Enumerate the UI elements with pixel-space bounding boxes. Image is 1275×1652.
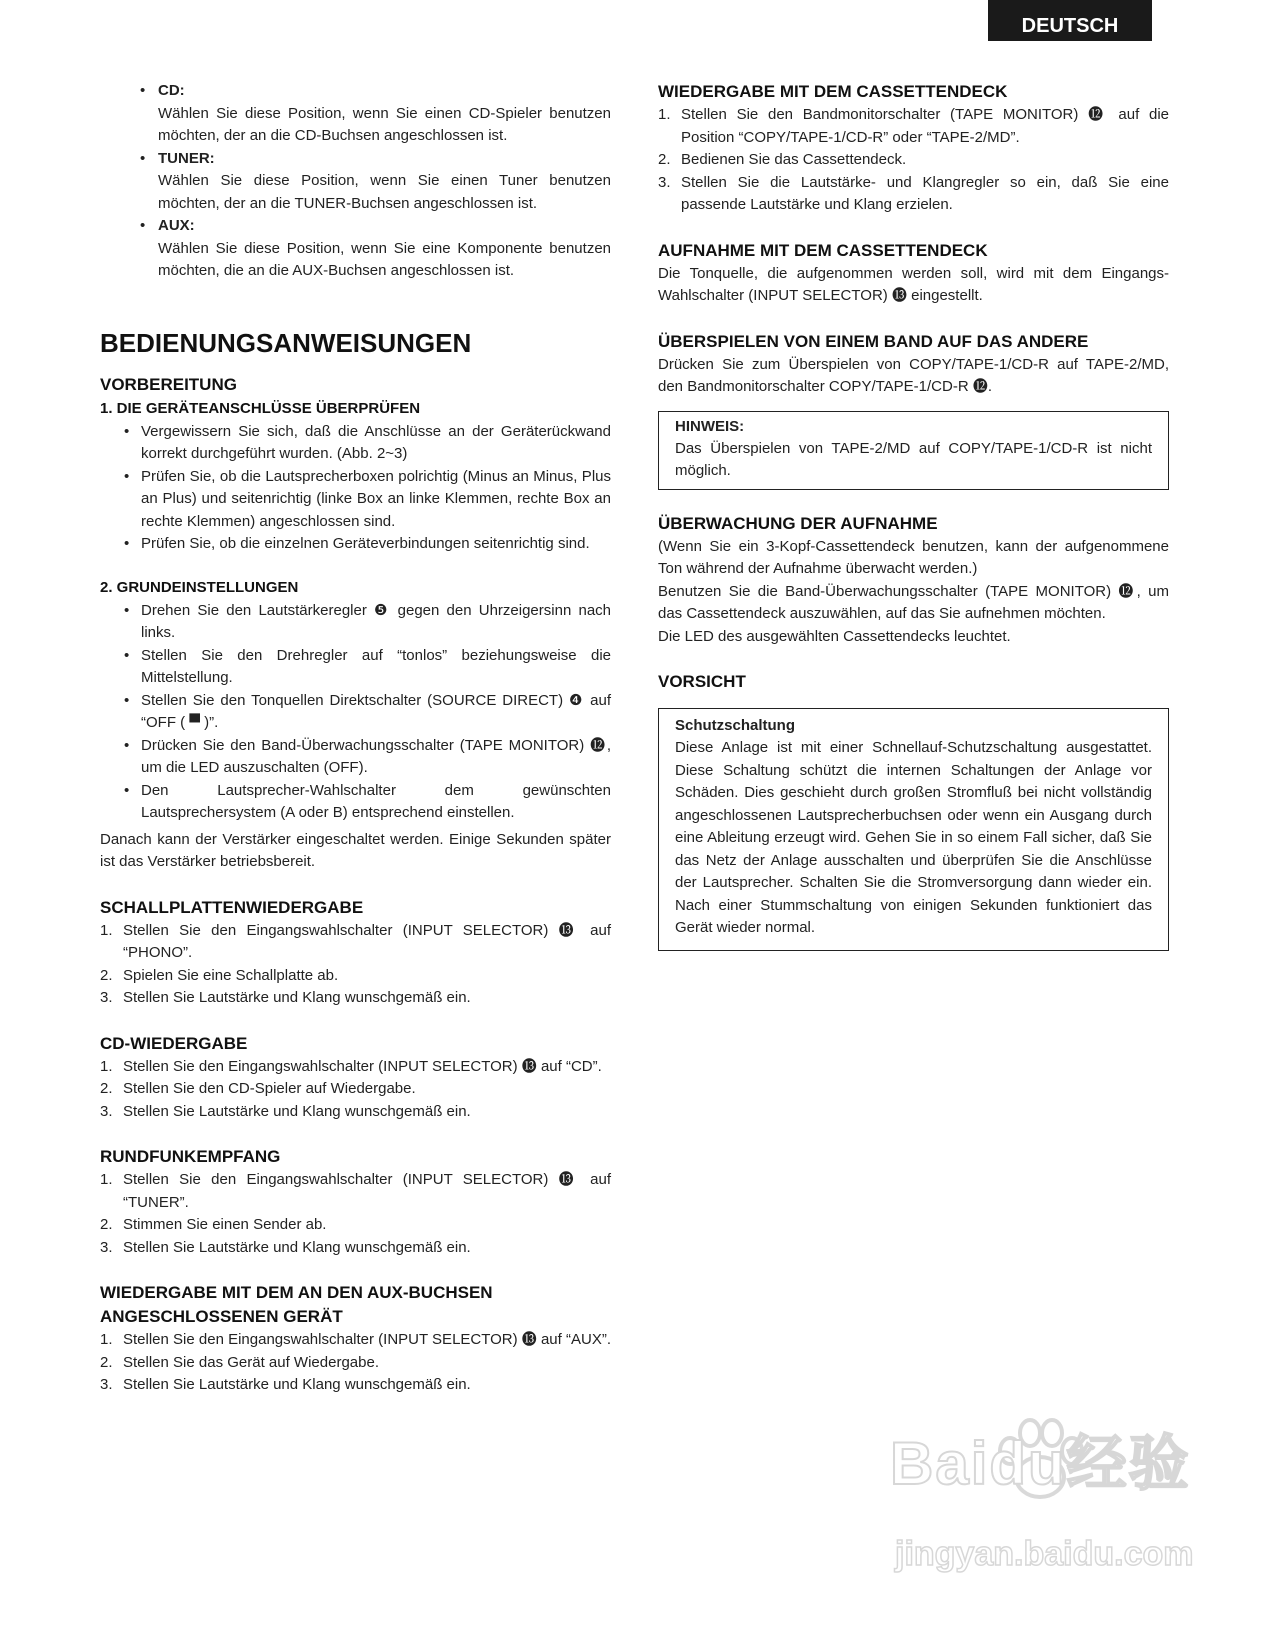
caution-box-text: Diese Anlage ist mit einer Schnellauf-Schutzschaltung ausgestattet. Diese Schaltung schützt die internen Schaltungen der Anlage vor Schäden. Dies geschieht durch großen Stromfluß bei nicht vollständig angeschlossenen Lautsprecherbuchsen oder wenn ein Ausgang durch eine Ableitung erzeugt wird. Gehen Sie in so einem Fall sicher, daß Sie das Netz der Anlage ausschalten und überprüfen Sie die Anschlüsse der Lautsprecher. Schalten Sie die Stromversorgung dann wieder ein. Nach einer Stummschaltung von einigen Sekunden funktioniert das Gerät wieder normal. bbox=[675, 739, 1152, 936]
section-title-tape-rec: AUFNAHME MIT DEM CASSETTENDECK bbox=[658, 240, 988, 260]
step2-title: 2. GRUNDEINSTELLUNGEN bbox=[100, 578, 299, 596]
list-item: 1. Stellen Sie den Eingangswahlschalter (INPUT SELECTOR) ⓭ auf “AUX”. bbox=[100, 1331, 611, 1348]
list-item: • Drücken Sie den Band-Überwachungsschalter (TAPE MONITOR) ⓬, um die LED auszuschalten (OFF). bbox=[100, 735, 611, 780]
source-label: • AUX: bbox=[158, 217, 195, 234]
dubbing-text: Drücken Sie zum Überspielen von COPY/TAPE-1/CD-R auf TAPE-2/MD, den Bandmonitorschalter COPY/TAPE-1/CD-R ⓬. bbox=[658, 355, 1169, 395]
source-label: • TUNER: bbox=[158, 149, 215, 167]
list-item: 3. Stellen Sie Lautstärke und Klang wunschgemäß ein. bbox=[100, 989, 471, 1006]
section-title-cd: CD-WIEDERGABE bbox=[100, 1033, 248, 1053]
list-item: 1. Stellen Sie den Eingangswahlschalter (INPUT SELECTOR) ⓭ auf “PHONO”. bbox=[100, 921, 611, 961]
section-title-aux: WIEDERGABE MIT DEM AN DEN AUX-BUCHSEN ANGESCHLOSSENEN GERÄT bbox=[100, 1283, 493, 1326]
caution-box bbox=[658, 708, 1169, 951]
right-column bbox=[658, 80, 1169, 951]
cd-steps bbox=[100, 1056, 611, 1124]
note-text: Das Überspielen von TAPE-2/MD auf COPY/TAPE-1/CD-R ist nicht möglich. bbox=[675, 439, 1152, 479]
note-box bbox=[658, 411, 1169, 490]
list-item: 1. Stellen Sie den Bandmonitorschalter (TAPE MONITOR) ⓬ auf die Position “COPY/TAPE-1/CD-R” oder “TAPE-2/MD”. bbox=[658, 106, 1169, 146]
watermark bbox=[890, 1415, 1194, 1615]
watermark-url: jingyan.baidu.com bbox=[895, 1535, 1194, 1573]
tape-rec-text: Die Tonquelle, die aufgenommen werden soll, wird mit dem Eingangs-Wahlschalter (INPUT SELECTOR) ⓭ eingestellt. bbox=[658, 264, 1169, 304]
section-title-radio: RUNDFUNKEMPFANG bbox=[100, 1147, 281, 1166]
phono-steps bbox=[100, 920, 611, 1010]
source-item-cd bbox=[100, 80, 611, 148]
source-desc: Wählen Sie diese Position, wenn Sie einen CD-Spieler benutzen möchten, der an die CD-Buchsen angeschlossen ist. bbox=[158, 104, 611, 144]
list-item: 2. Stellen Sie das Gerät auf Wiedergabe. bbox=[100, 1353, 379, 1371]
section-title-tape-play: WIEDERGABE MIT DEM CASSETTENDECK bbox=[658, 82, 1008, 101]
note-title: HINWEIS: bbox=[675, 417, 745, 435]
section-title-monitor: ÜBERWACHUNG DER AUFNAHME bbox=[658, 513, 938, 533]
source-list bbox=[100, 80, 611, 283]
step1-list bbox=[100, 421, 611, 556]
section-title-dubbing: ÜBERSPIELEN VON EINEM BAND AUF DAS ANDERE bbox=[658, 331, 1089, 351]
source-label: • CD: bbox=[158, 82, 185, 99]
page-title: BEDIENUNGSANWEISUNGEN bbox=[100, 327, 472, 358]
list-item: • Prüfen Sie, ob die einzelnen Geräteverbindungen seitenrichtig sind. bbox=[100, 533, 611, 556]
step1-title: 1. DIE GERÄTEANSCHLÜSSE ÜBERPRÜFEN bbox=[100, 399, 421, 417]
list-item: 1. Stellen Sie den Eingangswahlschalter (INPUT SELECTOR) ⓭ auf “TUNER”. bbox=[100, 1171, 611, 1211]
list-item: • Prüfen Sie, ob die Lautsprecherboxen polrichtig (Minus an Minus, Plus an Plus) und seitenrichtig (linke Box an linke Klemmen, rechte Box an rechte Klemmen) angeschlossen sind. bbox=[100, 466, 611, 534]
language-tab: DEUTSCH bbox=[988, 0, 1152, 41]
list-item: 2. Bedienen Sie das Cassettendeck. bbox=[658, 151, 907, 168]
list-item: • Stellen Sie den Tonquellen Direktschalter (SOURCE DIRECT) ❹ auf “OFF ( ▀ )”. bbox=[100, 690, 611, 735]
list-item: 3. Stellen Sie Lautstärke und Klang wunschgemäß ein. bbox=[100, 1376, 471, 1393]
list-item: 3. Stellen Sie Lautstärke und Klang wunschgemäß ein. bbox=[100, 1238, 471, 1256]
section-title-prep: VORBEREITUNG bbox=[100, 374, 237, 394]
monitor-text: Die LED des ausgewählten Cassettendecks leuchtet. bbox=[658, 627, 1011, 645]
source-item-aux bbox=[100, 215, 611, 283]
source-desc: Wählen Sie diese Position, wenn Sie einen Tuner benutzen möchten, der an die TUNER-Buchsen angeschlossen ist. bbox=[158, 172, 611, 212]
step2-list bbox=[100, 600, 611, 825]
list-item: • Stellen Sie den Drehregler auf “tonlos” beziehungsweise die Mittelstellung. bbox=[100, 645, 611, 690]
tape-play-steps bbox=[658, 104, 1169, 217]
caution-box-title: Schutzschaltung bbox=[675, 717, 796, 734]
prep-after-text: Danach kann der Verstärker eingeschaltet werden. Einige Sekunden später ist das Verstärker betriebsbereit. bbox=[100, 830, 611, 870]
left-column bbox=[100, 80, 611, 1397]
aux-steps bbox=[100, 1329, 611, 1397]
list-item: 3. Stellen Sie Lautstärke und Klang wunschgemäß ein. bbox=[100, 1102, 471, 1120]
list-item: • Drehen Sie den Lautstärkeregler ❺ gegen den Uhrzeigersinn nach links. bbox=[100, 600, 611, 645]
monitor-text: Benutzen Sie die Band-Überwachungsschalter (TAPE MONITOR) ⓬, um das Cassettendeck auszuwählen, auf das Sie aufnehmen möchten. bbox=[658, 582, 1169, 622]
source-item-tuner bbox=[100, 148, 611, 216]
watermark-brand: Baidu经验 bbox=[890, 1430, 1191, 1497]
list-item: • Den Lautsprecher-Wahlschalter dem gewünschten Lautsprechersystem (A oder B) entsprechend einstellen. bbox=[100, 780, 611, 825]
list-item: 2. Stimmen Sie einen Sender ab. bbox=[100, 1216, 327, 1233]
section-title-phono: SCHALLPLATTENWIEDERGABE bbox=[100, 897, 364, 917]
monitor-text: (Wenn Sie ein 3-Kopf-Cassettendeck benutzen, kann der aufgenommene Ton während der Aufnahme überwacht werden.) bbox=[658, 537, 1169, 577]
section-title-caution: VORSICHT bbox=[658, 672, 746, 691]
list-item: 3. Stellen Sie die Lautstärke- und Klangregler so ein, daß Sie eine passende Lautstärke und Klang erzielen. bbox=[658, 173, 1169, 213]
source-desc: Wählen Sie diese Position, wenn Sie eine Komponente benutzen möchten, die an die AUX-Buchsen angeschlossen ist. bbox=[158, 239, 611, 279]
list-item: 2. Spielen Sie eine Schallplatte ab. bbox=[100, 966, 339, 984]
list-item: • Vergewissern Sie sich, daß die Anschlüsse an der Geräterückwand korrekt durchgeführt wurden. (Abb. 2~3) bbox=[100, 421, 611, 466]
list-item: 2. Stellen Sie den CD-Spieler auf Wiedergabe. bbox=[100, 1080, 416, 1097]
list-item: 1. Stellen Sie den Eingangswahlschalter (INPUT SELECTOR) ⓭ auf “CD”. bbox=[100, 1057, 602, 1075]
radio-steps bbox=[100, 1169, 611, 1259]
